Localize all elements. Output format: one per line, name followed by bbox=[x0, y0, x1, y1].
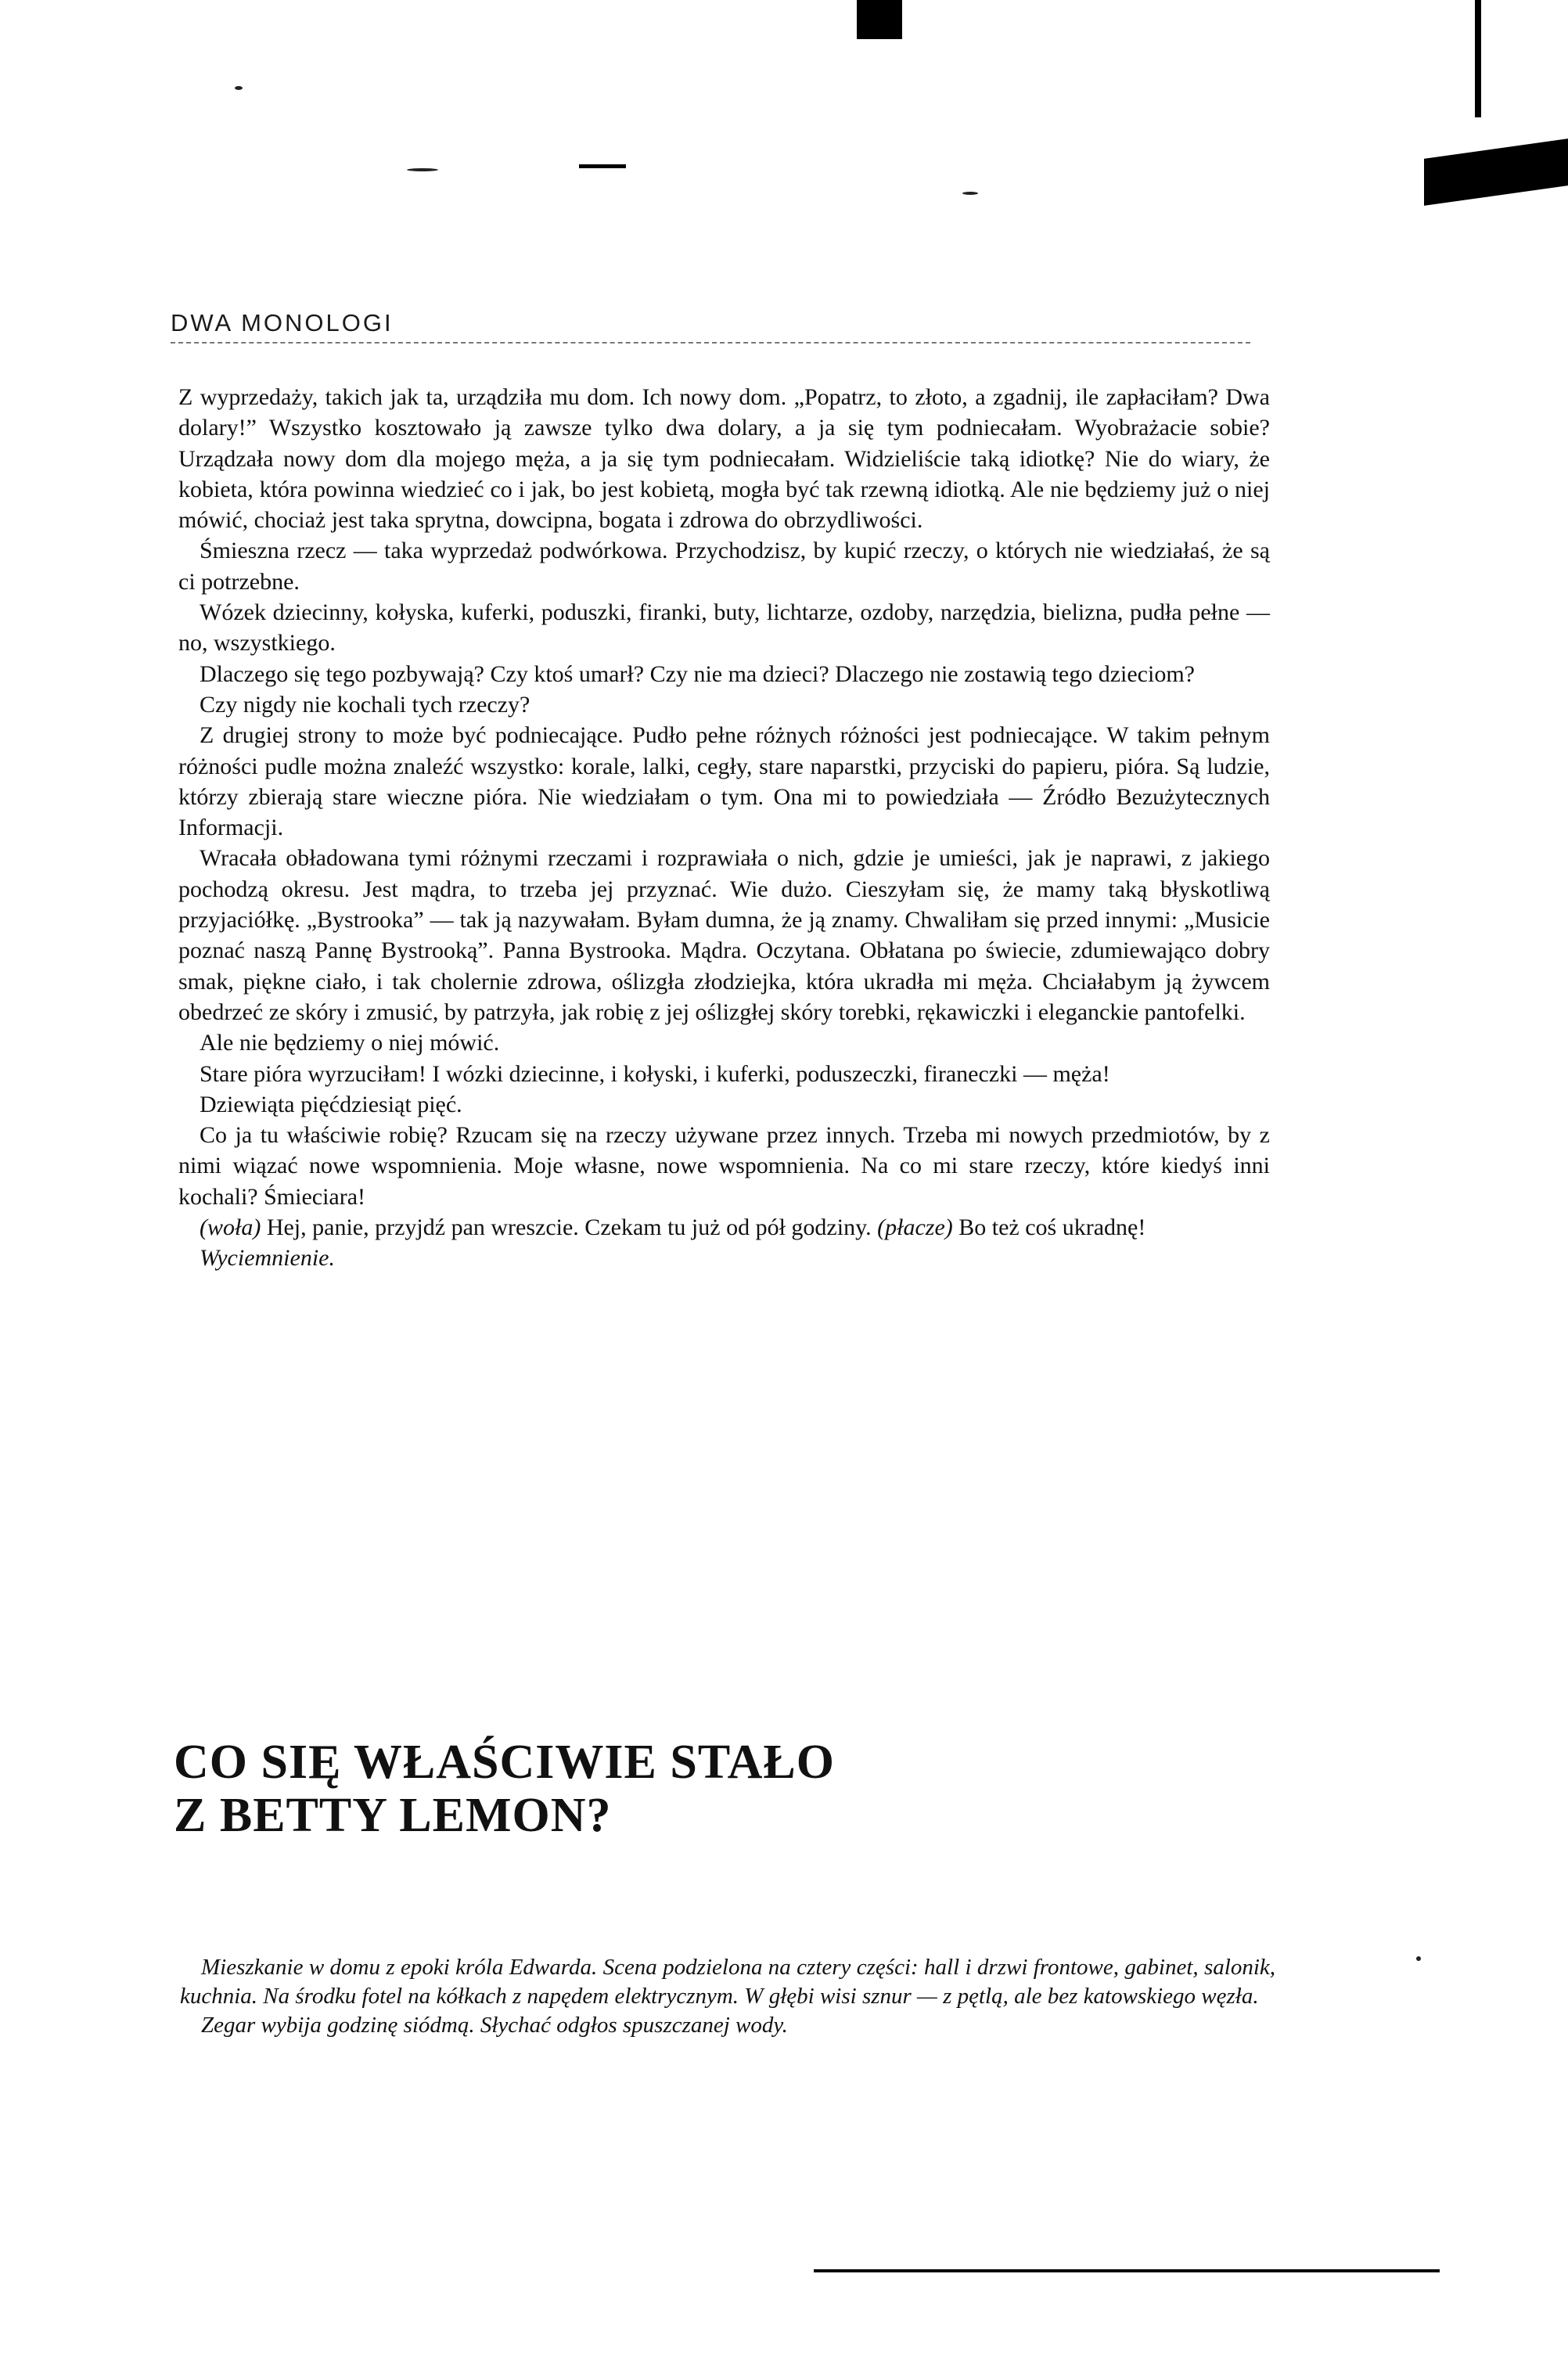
scan-artifact-bottom bbox=[814, 2269, 1440, 2272]
play-title bbox=[174, 1736, 1347, 1842]
scan-speck bbox=[407, 168, 438, 171]
blackout-direction: Wyciemnienie. bbox=[200, 1245, 335, 1272]
paragraph: Czy nigdy nie kochali tych rzeczy? bbox=[200, 691, 530, 718]
paragraph: Dlaczego się tego pozbywają? Czy ktoś umarł? Czy nie ma dzieci? Dlaczego nie zostawią tego dzieciom? bbox=[200, 660, 1195, 687]
scan-speck bbox=[235, 86, 243, 90]
play-title-line: CO SIĘ WŁAŚCIWIE STAŁO bbox=[174, 1736, 835, 1789]
scan-artifact-top bbox=[857, 0, 902, 39]
scan-artifact-right-edge bbox=[1424, 139, 1568, 206]
paragraph: Wózek dziecinny, kołyska, kuferki, poduszki, firanki, buty, lichtarze, ozdoby, narzędzia, bielizna, pudła pełne — no, wszystkiego. bbox=[178, 599, 1270, 657]
paragraph: Ale nie będziemy o niej mówić. bbox=[200, 1030, 500, 1056]
final-line bbox=[178, 1212, 1270, 1243]
line-text: Hej, panie, przyjdź pan wreszcie. Czekam tu już od pół godziny. bbox=[261, 1214, 878, 1241]
description-paragraph: Mieszkanie w domu z epoki króla Edwarda. Scena podzielona na cztery części: hall i drzwi frontowe, gabinet, salonik, kuchnia. Na środku fotel na kółkach z napędem elektrycznym. W głębi wisi sznur — z pętlą, ale bez katowskiego węzła. bbox=[180, 1955, 1275, 2009]
scan-speck bbox=[962, 192, 978, 195]
play-title-line: Z BETTY LEMON? bbox=[174, 1789, 612, 1842]
description-paragraph: Zegar wybija godzinę siódmą. Słychać odgłos spuszczanej wody. bbox=[201, 2013, 788, 2038]
stage-description bbox=[180, 1953, 1275, 2040]
paragraph: Co ja tu właściwie robię? Rzucam się na rzeczy używane przez innych. Trzeba mi nowych przedmiotów, by z nimi wiązać nowe wspomnienia. Moje własne, nowe wspomnienia. Na co mi stare rzeczy, które kiedyś inni kochali? Śmieciara! bbox=[178, 1122, 1270, 1210]
paragraph: Stare pióra wyrzuciłam! I wózki dziecinne, i kołyski, i kuferki, poduszeczki, firaneczki — męża! bbox=[200, 1060, 1110, 1087]
paragraph: Z wyprzedaży, takich jak ta, urządziła mu dom. Ich nowy dom. „Popatrz, to złoto, a zgadnij, ile zapłaciłam? Dwa dolary!” Wszystko kosztowało ją zawsze tylko dwa dolary, a ja się tym podniecałam. Wyobrażacie sobie? Urządzała nowy dom dla mojego męża, a ja się tym podniecałam. Widzieliście taką idiotkę? Nie do wiary, że kobieta, która powinna wiedzieć co i jak, bo jest kobietą, mogła być tak rzewną idiotką. Ale nie będziemy już o niej mówić, chociaż jest taka sprytna, dowcipna, bogata i zdrowa do obrzydliwości. bbox=[178, 384, 1270, 534]
paragraph: Z drugiej strony to może być podniecające. Pudło pełne różnych różności jest podniecające. W takim pełnym różności pudle można znaleźć wszystko: korale, lalki, cegły, stare naparstki, przyciski do papieru, pióra. Są ludzie, którzy zbierają stare wieczne pióra. Nie wiedziałam o tym. Ona mi to powiedziała — Źródło Bezużytecznych Informacji. bbox=[178, 722, 1270, 841]
paragraph: Wracała obładowana tymi różnymi rzeczami i rozprawiała o nich, gdzie je umieści, jak je naprawi, z jakiego pochodzą okresu. Jest mądra, to trzeba jej przyznać. Wie dużo. Cieszyłam się, że mamy taką błyskotliwą przyjaciółkę. „Bystrooka” — tak ją nazywałam. Byłam dumna, że ją znamy. Chwaliłam się przed innymi: „Musicie poznać naszą Pannę Bystrooką”. Panna Bystrooka. Mądra. Oczytana. Obłatana po świecie, zdumiewająco dobry smak, piękne ciało, i tak cholernie zdrowa, oślizgła złodziejka, która ukradła mi męża. Chciałabym ją żywcem obedrzeć ze skóry i zmusić, by patrzyła, jak robię z jej oślizgłej skóry torebki, rękawiczki i eleganckie pantofelki. bbox=[178, 845, 1270, 1025]
running-head-rule bbox=[171, 342, 1250, 344]
scan-artifact-right-edge-vertical bbox=[1475, 0, 1481, 117]
paragraph: Śmieszna rzecz — taka wyprzedaż podwórkowa. Przychodzisz, by kupić rzeczy, o których nie wiedziałaś, że są ci potrzebne. bbox=[178, 538, 1270, 595]
scan-speck bbox=[1416, 1956, 1421, 1961]
scan-artifact-top-streak bbox=[579, 164, 626, 168]
line-text: Bo też coś ukradnę! bbox=[952, 1214, 1146, 1241]
monologue-text bbox=[178, 382, 1270, 1274]
stage-direction: (woła) bbox=[200, 1214, 261, 1241]
paragraph: Dziewiąta pięćdziesiąt pięć. bbox=[200, 1091, 462, 1117]
running-head: DWA MONOLOGI bbox=[171, 309, 394, 336]
stage-direction: (płacze) bbox=[877, 1214, 953, 1241]
